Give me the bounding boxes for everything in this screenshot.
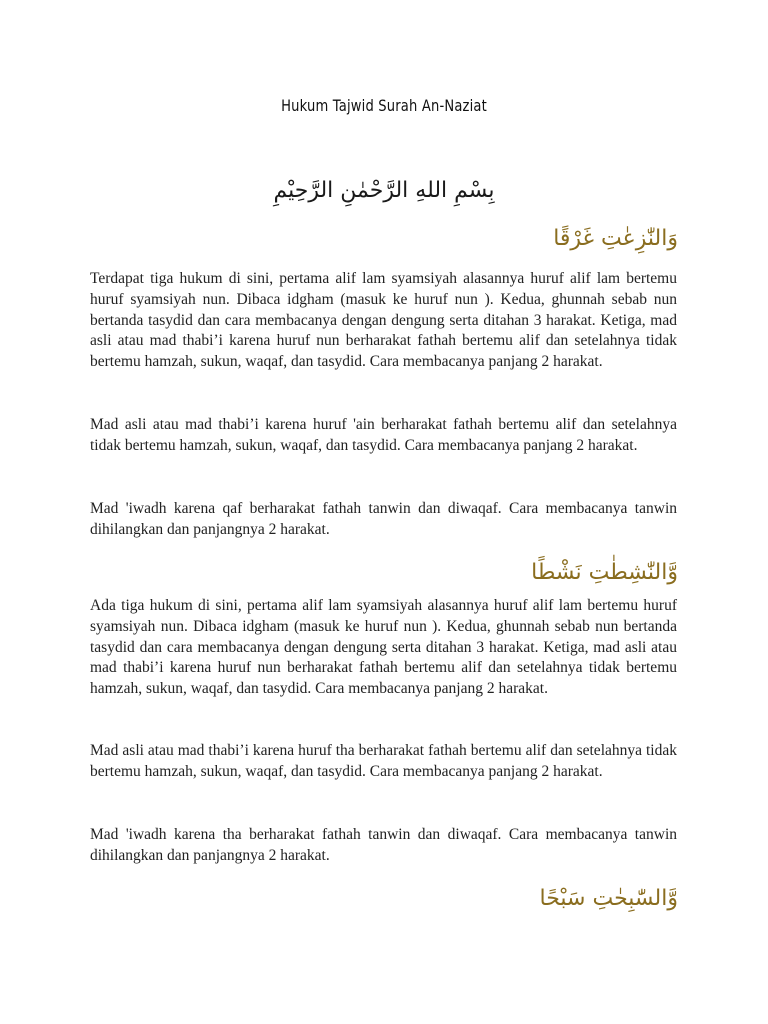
verse-2-paragraph-1: Ada tiga hukum di sini, pertama alif lam syamsiyah alasannya huruf alif lam bertemu huruf syamsiyah nun. Dibaca idgham (masuk ke huruf nun ). Kedua, ghunnah sebab nun bertanda tasydid dan cara membacanya dengan dengung serta ditahan 3 harakat. Ketiga, mad asli atau mad thabi’i karena huruf nun berharakat fathah bertemu alif dan setelahnya tidak bertemu hamzah, sukun, waqaf, dan tasydid. Cara membacanya panjang 2 harakat. xyxy=(90,597,677,698)
basmala-text: بِسْمِ اللهِ الرَّحْمٰنِ الرَّحِيْمِ xyxy=(273,178,495,203)
verse-1-paragraph-1: Terdapat tiga hukum di sini, pertama alif lam syamsiyah alasannya huruf alif lam bertemu huruf syamsiyah nun. Dibaca idgham (masuk ke huruf nun ). Kedua, ghunnah sebab nun bertanda tasydid dan cara membacanya dengan dengung serta ditahan 3 harakat. Ketiga, mad asli atau mad thabi’i karena huruf nun berharakat fathah bertemu alif dan setelahnya tidak bertemu hamzah, sukun, waqaf, dan tasydid. Cara membacanya panjang 2 harakat. xyxy=(90,270,677,371)
verse-1-paragraph-3: Mad 'iwadh karena qaf berharakat fathah tanwin dan diwaqaf. Cara membacanya tanwin dihilangkan dan panjangnya 2 harakat. xyxy=(90,500,677,538)
verse-2-text: وَّالنّٰشِطٰتِ نَشْطًا xyxy=(531,560,678,585)
verse-2-paragraph-3: Mad 'iwadh karena tha berharakat fathah tanwin dan diwaqaf. Cara membacanya tanwin dihilangkan dan panjangnya 2 harakat. xyxy=(90,826,677,864)
verse-1-paragraph-2: Mad asli atau mad thabi’i karena huruf 'ain berharakat fathah bertemu alif dan setelahnya tidak bertemu hamzah, sukun, waqaf, dan tasydid. Cara membacanya panjang 2 harakat. xyxy=(90,416,677,454)
verse-2-paragraph-2: Mad asli atau mad thabi’i karena huruf tha berharakat fathah bertemu alif dan setelahnya tidak bertemu hamzah, sukun, waqaf, dan tasydid. Cara membacanya panjang 2 harakat. xyxy=(90,742,677,780)
verse-1-text: وَالنّٰزِعٰتِ غَرْقًا xyxy=(553,226,678,251)
verse-3-text: وَّالسّٰبِحٰتِ سَبْحًا xyxy=(539,886,678,911)
page-title: Hukum Tajwid Surah An-Naziat xyxy=(281,96,487,115)
